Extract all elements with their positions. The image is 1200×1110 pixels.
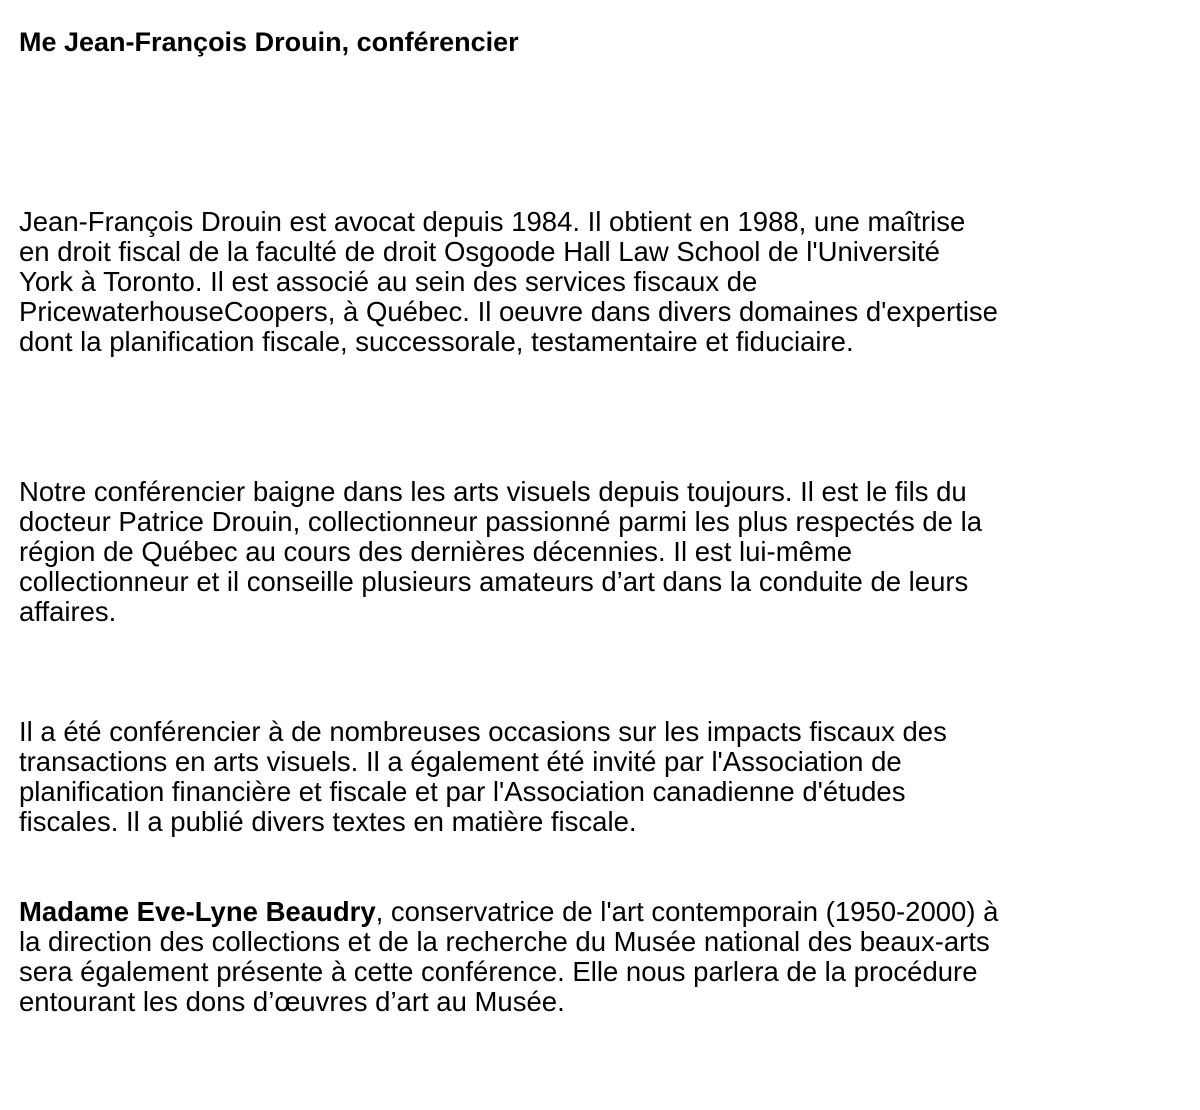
guest-paragraph	[19, 897, 999, 1017]
bio-paragraph-education: Jean-François Drouin est avocat depuis 1984. Il obtient en 1988, une maîtrise en droit fiscal de la faculté de droit Osgoode Hall Law School de l'Université York à Toronto. Il est associé au sein des services fiscaux de PricewaterhouseCoopers, à Québec. Il oeuvre dans divers domaines d'expertise dont la planification fiscale, successorale, testamentaire et fiduciaire.	[19, 206, 998, 357]
page-title: Me Jean-François Drouin, conférencier	[19, 27, 519, 57]
guest-description: , conservatrice de l'art contemporain (1950-2000) à la direction des collections et de la recherche du Musée national des beaux-arts sera également présente à cette conférence. Elle nous parlera de la procédure entourant les dons d’œuvres d’art au Musée.	[19, 896, 999, 1017]
bio-paragraph-conferences: Il a été conférencier à de nombreuses occasions sur les impacts fiscaux des transactions en arts visuels. Il a également été invité par l'Association de planification financière et fiscale et par l'Association canadienne d'études fiscales. Il a publié divers textes en matière fiscale.	[19, 716, 947, 837]
guest-name: Madame Eve-Lyne Beaudry	[19, 896, 376, 927]
bio-paragraph-arts: Notre conférencier baigne dans les arts visuels depuis toujours. Il est le fils du docteur Patrice Drouin, collectionneur passionné parmi les plus respectés de la région de Québec au cours des dernières décennies. Il est lui-même collectionneur et il conseille plusieurs amateurs d’art dans la conduite de leurs affaires.	[19, 476, 983, 627]
